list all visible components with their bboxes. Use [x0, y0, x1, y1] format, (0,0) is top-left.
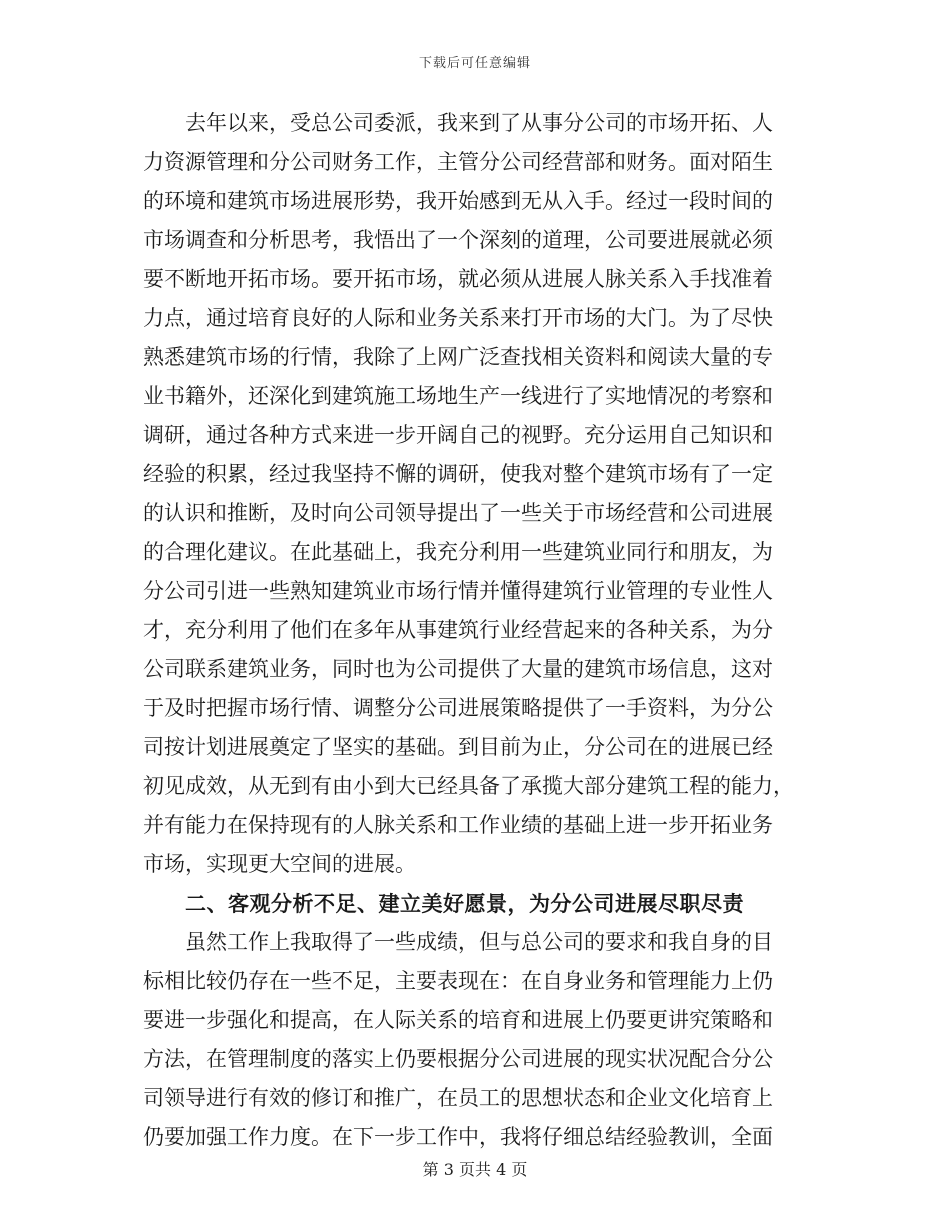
- paragraph-line: 要不断地开拓市场。要开拓市场，就必须从进展人脉关系入手找准着: [143, 267, 773, 291]
- page-number: 第 3 页共 4 页: [422, 1160, 528, 1179]
- paragraph-line: 司按计划进展奠定了坚实的基础。到目前为止，分公司在的进展已经: [143, 735, 773, 759]
- paragraph-line: 的环境和建筑市场进展形势，我开始感到无从入手。经过一段时间的: [143, 189, 773, 213]
- paragraph-line: 调研，通过各种方式来进一步开阔自己的视野。充分运用自己知识和: [143, 423, 773, 447]
- paragraph-line: 的认识和推断，及时向公司领导提出了一些关于市场经营和公司进展: [143, 501, 773, 525]
- paragraph-line: 方法，在管理制度的落实上仍要根据分公司进展的现实状况配合分公: [143, 1047, 773, 1071]
- paragraph-line: 要进一步强化和提高，在人际关系的培育和进展上仍要更讲究策略和: [143, 1008, 773, 1032]
- paragraph-line: 于及时把握市场行情、调整分公司进展策略提供了一手资料，为分公: [143, 696, 773, 720]
- paragraph-line: 熟悉建筑市场的行情，我除了上网广泛查找相关资料和阅读大量的专: [143, 345, 773, 369]
- paragraph-line: 标相比较仍存在一些不足，主要表现在：在自身业务和管理能力上仍: [143, 969, 773, 993]
- paragraph-line: 的合理化建议。在此基础上，我充分利用一些建筑业同行和朋友，为: [143, 540, 773, 564]
- paragraph-line: 并有能力在保持现有的人脉关系和工作业绩的基础上进一步开拓业务: [143, 813, 773, 837]
- paragraph-line: 才，充分利用了他们在多年从事建筑行业经营起来的各种关系，为分: [143, 618, 773, 642]
- document-body: [143, 104, 803, 1157]
- page-header-note: 下载后可任意编辑: [418, 56, 531, 71]
- paragraph-line: 司领导进行有效的修订和推广，在员工的思想状态和企业文化培育上: [143, 1086, 773, 1110]
- section-heading: 二、客观分析不足、建立美好愿景，为分公司进展尽职尽责: [185, 891, 744, 916]
- paragraph-line: 力点，通过培育良好的人际和业务关系来打开市场的大门。为了尽快: [143, 306, 773, 330]
- paragraph-line: 经验的积累，经过我坚持不懈的调研，使我对整个建筑市场有了一定: [143, 462, 773, 486]
- paragraph-line: 业书籍外，还深化到建筑施工场地生产一线进行了实地情况的考察和: [143, 384, 773, 408]
- paragraph-line: 初见成效，从无到有由小到大已经具备了承揽大部分建筑工程的能力，: [143, 774, 794, 798]
- paragraph-line: 分公司引进一些熟知建筑业市场行情并懂得建筑行业管理的专业性人: [143, 579, 773, 603]
- paragraph-line: 公司联系建筑业务，同时也为公司提供了大量的建筑市场信息，这对: [143, 657, 773, 681]
- paragraph-line: 去年以来，受总公司委派，我来到了从事分公司的市场开拓、人: [185, 111, 773, 135]
- paragraph-line: 力资源管理和分公司财务工作，主管分公司经营部和财务。面对陌生: [143, 150, 773, 174]
- paragraph-line: 市场调查和分析思考，我悟出了一个深刻的道理，公司要进展就必须: [143, 228, 773, 252]
- paragraph-line: 虽然工作上我取得了一些成绩，但与总公司的要求和我自身的目: [185, 930, 773, 954]
- paragraph-line: 市场，实现更大空间的进展。: [143, 852, 416, 876]
- paragraph-line: 仍要加强工作力度。在下一步工作中，我将仔细总结经验教训，全面: [143, 1125, 773, 1149]
